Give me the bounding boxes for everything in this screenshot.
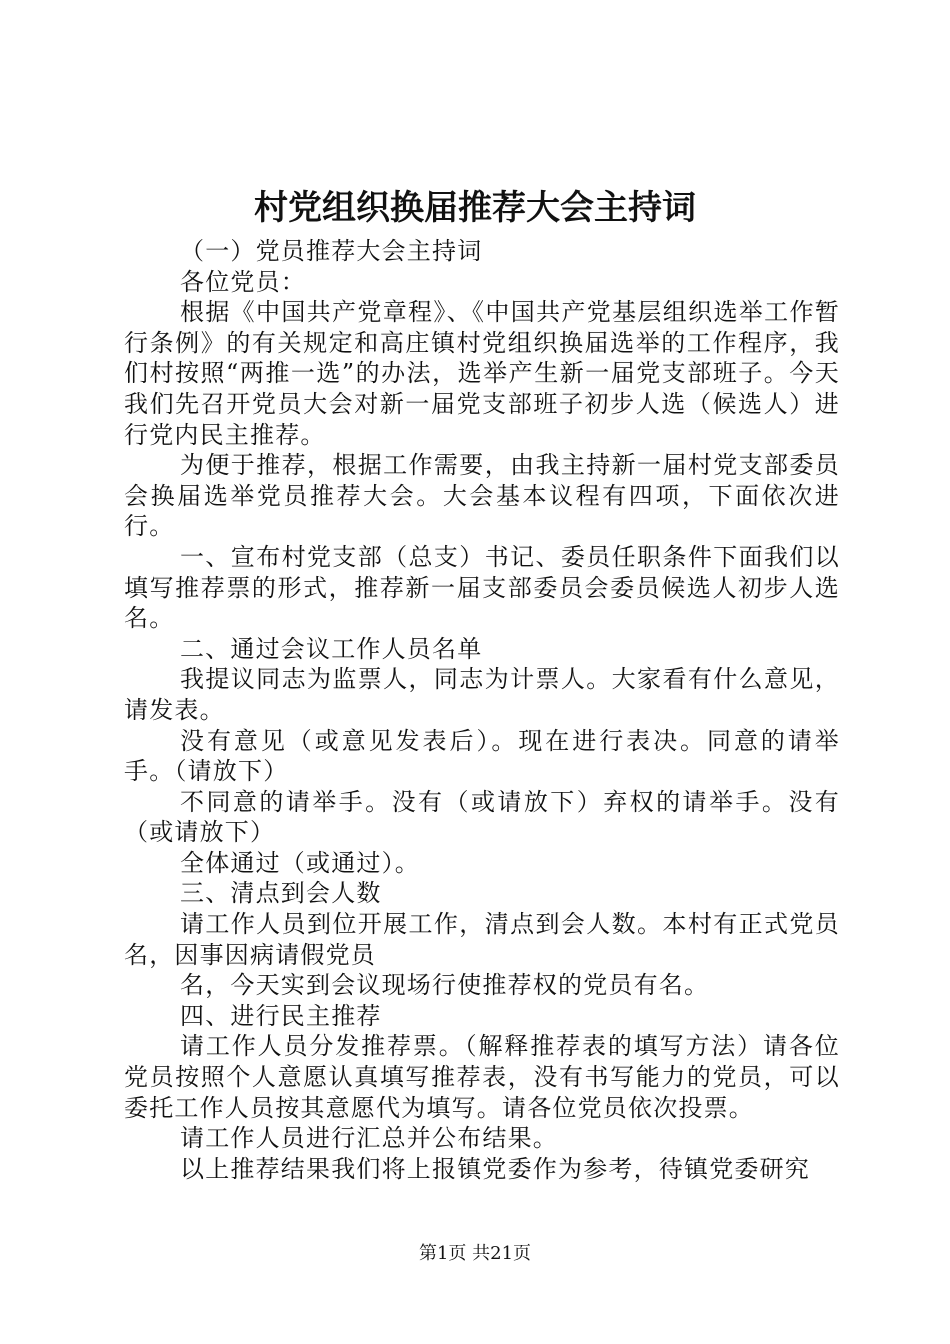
paragraph: 各位党员： [180, 267, 306, 296]
paragraph: 请工作人员到位开展工作，清点到会人数。本村有正式党员名，因事因病请假党员 [124, 910, 840, 969]
paragraph: 二、通过会议工作人员名单 [180, 634, 483, 663]
paragraph: 没有意见（或意见发表后）。现在进行表决。同意的请举手。（请放下） [124, 726, 840, 786]
paragraph: 三、清点到会人数 [180, 879, 382, 908]
page-number: 第1页 共21页 [418, 1243, 532, 1264]
paragraph: 名，今天实到会议现场行使推荐权的党员有名。 [180, 971, 710, 1000]
paragraph: 不同意的请举手。没有（或请放下）弃权的请举手。没有（或请放下） [124, 787, 840, 847]
paragraph: 根据《中国共产党章程》、《中国共产党基层组织选举工作暂行条例》的有关规定和高庄镇村党组织换届选举的工作程序，我们村按照“两推一选”的办法，选举产生新一届党支部班子。今天我们先召开党员大会对新一届党支部班子初步人选（候选人）进行党内民主推荐。 [124, 298, 840, 449]
paragraph: 四、进行民主推荐 [180, 1001, 382, 1030]
paragraph: 请工作人员分发推荐票。（解释推荐表的填写方法）请各位党员按照个人意愿认真填写推荐表，没有书写能力的党员，可以委托工作人员按其意愿代为填写。请各位党员依次投票。 [124, 1032, 840, 1122]
document-title: 村党组织换届推荐大会主持词 [254, 188, 696, 228]
paragraph: 为便于推荐，根据工作需要，由我主持新一届村党支部委员会换届选举党员推荐大会。大会基本议程有四项，下面依次进行。 [124, 451, 840, 541]
paragraph: 请工作人员进行汇总并公布结果。 [180, 1124, 558, 1153]
paragraph: （一）党员推荐大会主持词 [180, 237, 483, 265]
paragraph: 一、宣布村党支部（总支）书记、委员任职条件下面我们以填写推荐票的形式，推荐新一届支部委员会委员候选人初步人选名。 [124, 542, 840, 633]
paragraph: 我提议同志为监票人，同志为计票人。大家看有什么意见，请发表。 [124, 665, 840, 724]
paragraph: 全体通过（或通过）。 [180, 848, 420, 877]
paragraph: 以上推荐结果我们将上报镇党委作为参考，待镇党委研究 [180, 1154, 810, 1183]
document-body [124, 236, 840, 1184]
